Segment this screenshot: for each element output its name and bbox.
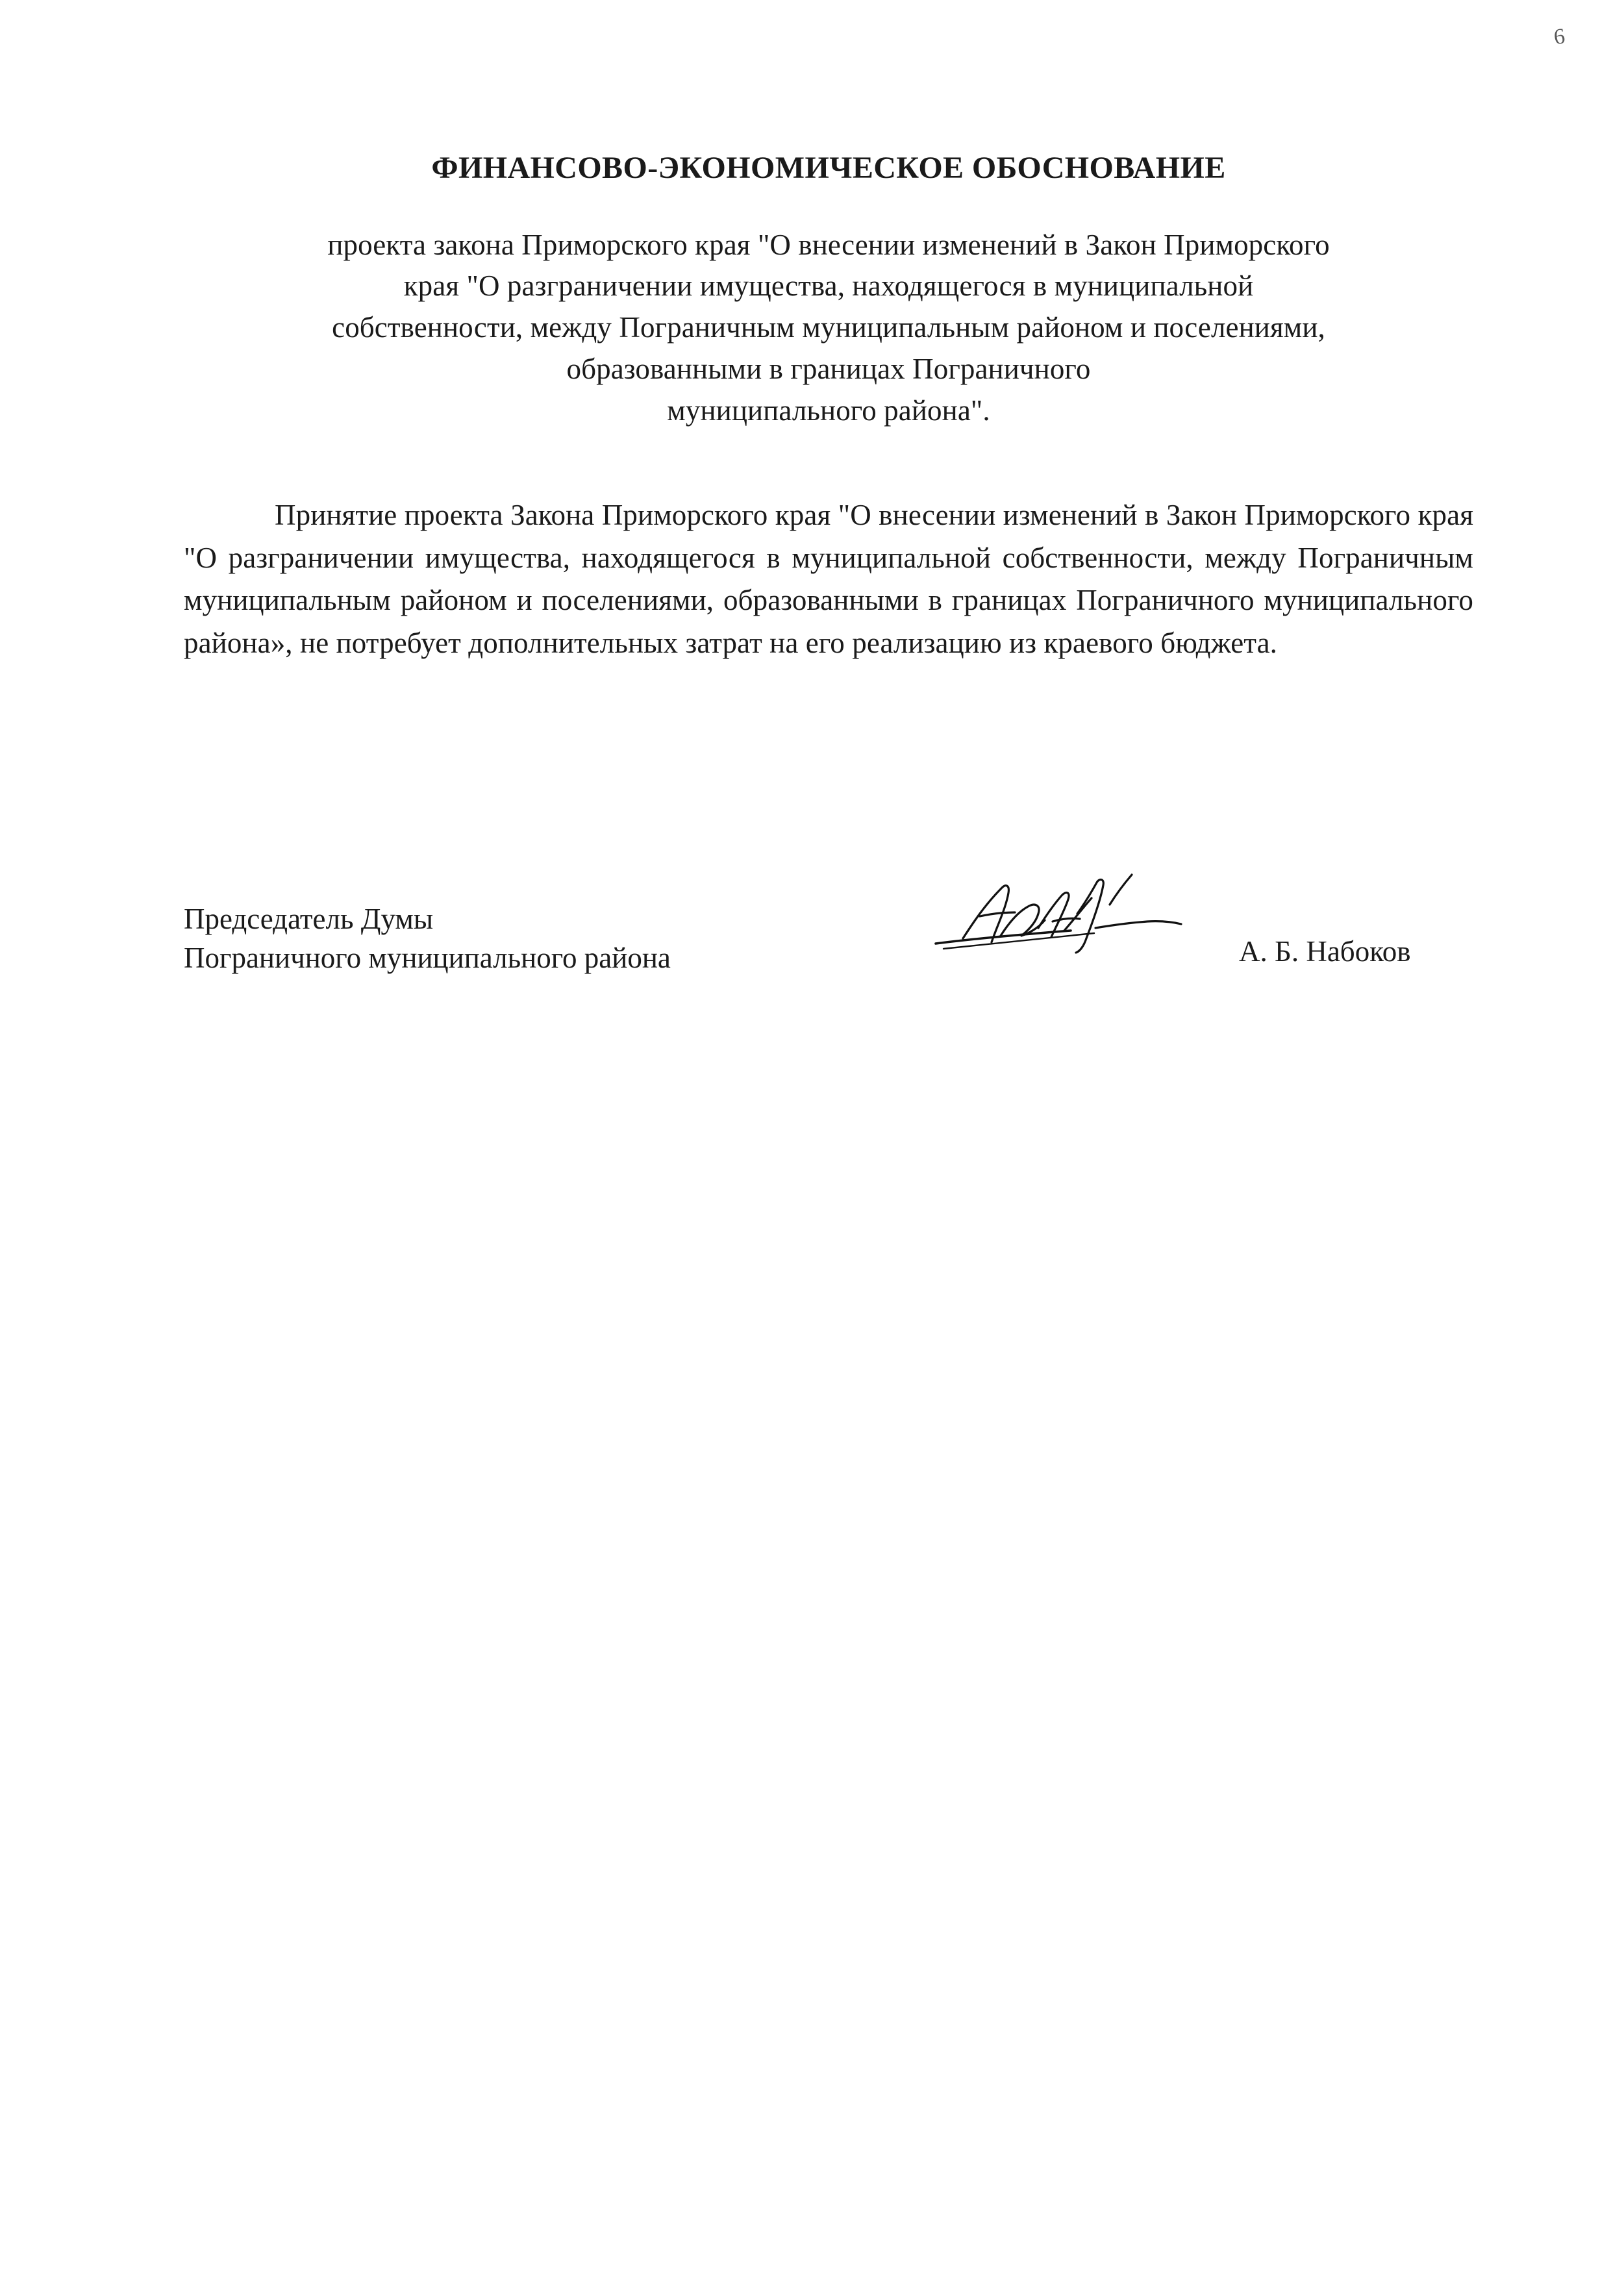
signatory-name: А. Б. Набоков	[1239, 935, 1411, 968]
subtitle-line: образованными в границах Пограничного	[566, 353, 1091, 386]
page-title: ФИНАНСОВО-ЭКОНОМИЧЕСКОЕ ОБОСНОВАНИЕ	[431, 151, 1226, 185]
page-corner-mark: 6	[1553, 24, 1568, 49]
subtitle-line: края "О разграничении имущества, находящегося в муниципальной	[403, 269, 1254, 303]
document-subtitle	[184, 225, 1473, 432]
body-paragraph: Принятие проекта Закона Приморского края "О внесении изменений в Закон Приморского края "О разграничении имущества, находящегося в муниципальной собственности, между Пограничным муниципальным районом и поселениями, образованными в границах Пограничного муниципального района», не потребует дополнительных затрат на его реализацию из краевого бюджета.	[184, 499, 1473, 660]
signatory-role-line-2: Пограничного муниципального района	[184, 942, 671, 975]
subtitle-line: собственности, между Пограничным муниципальным районом и поселениями,	[332, 311, 1325, 344]
subtitle-line: муниципального района".	[667, 394, 990, 427]
document-content	[184, 149, 1473, 665]
signature-block	[184, 899, 1473, 978]
signature-rows	[184, 899, 1473, 978]
signatory-role-line-1: Председатель Думы	[184, 903, 434, 935]
subtitle-line: проекта закона Приморского края "О внесении изменений в Закон Приморского	[327, 228, 1330, 261]
